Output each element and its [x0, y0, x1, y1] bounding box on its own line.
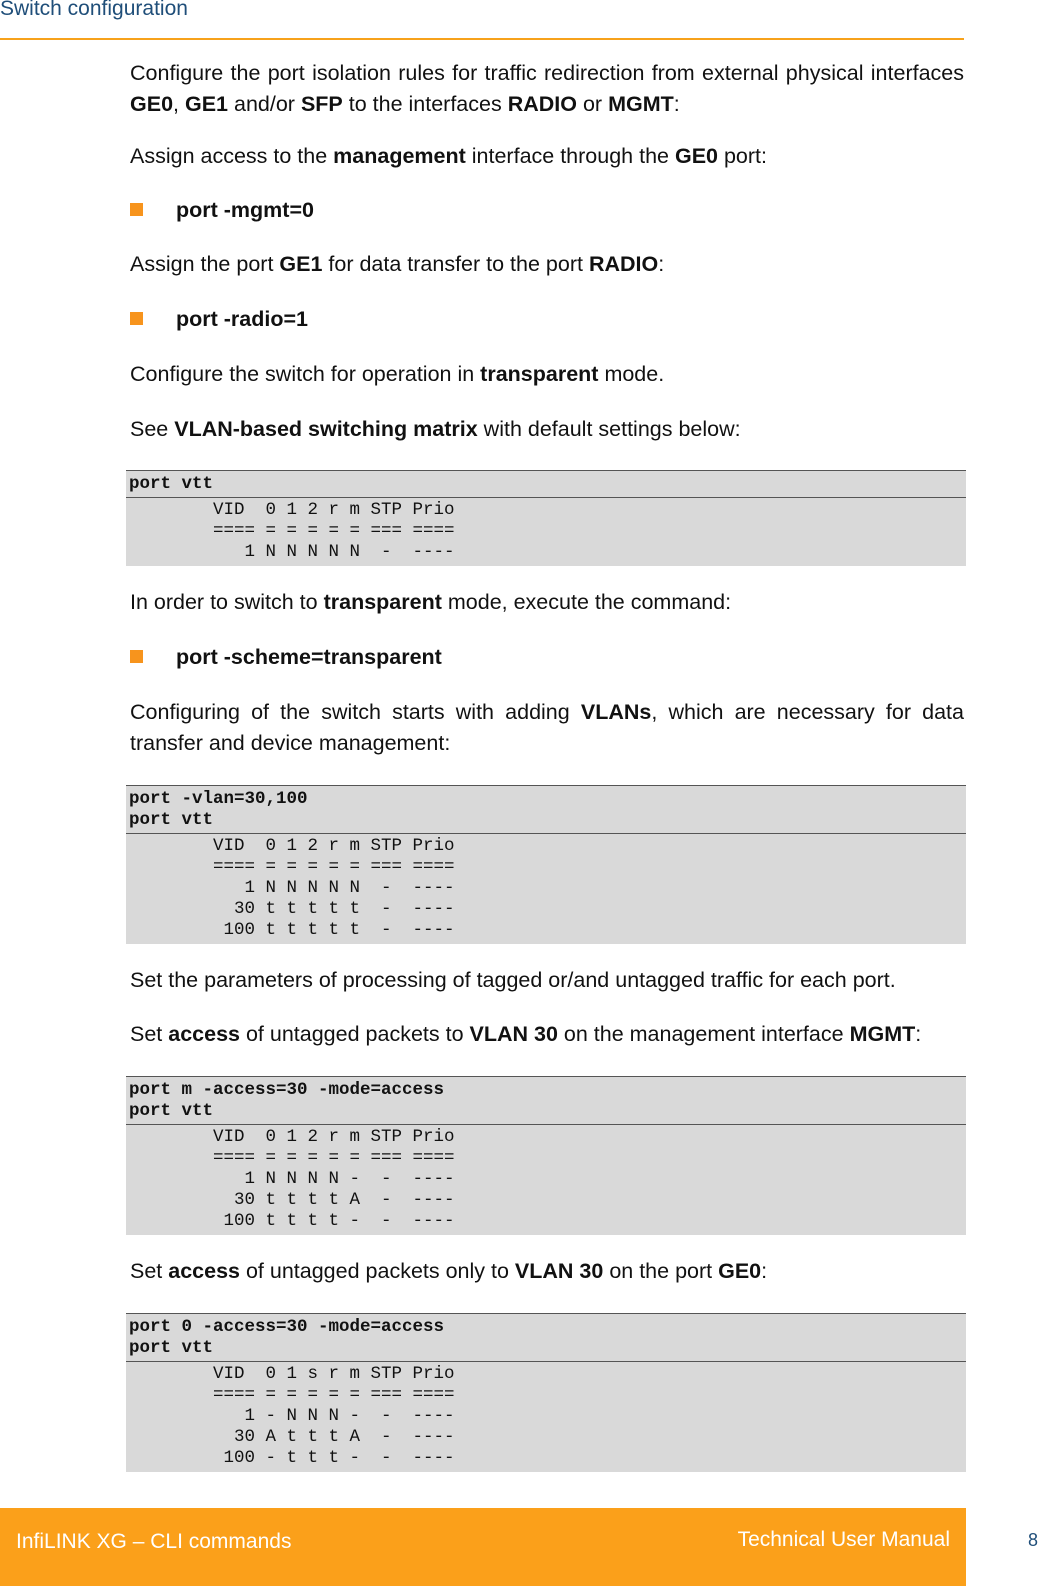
- footer-manual-title: Technical User Manual: [737, 1528, 950, 1551]
- code-output: [126, 498, 966, 566]
- code-output-line: ==== = = = = = === ====: [129, 857, 455, 877]
- paragraph-radio-port: Assign the port GE1 for data transfer to the port RADIO:: [130, 252, 665, 276]
- paragraph-adding-vlans: Configuring of the switch starts with adding VLANs, which are necessary for data transfer and device management:: [130, 700, 964, 755]
- header-title: Switch configuration: [0, 0, 188, 20]
- footer-bar: [0, 1508, 966, 1586]
- orange-square-bullet-icon: [130, 312, 143, 325]
- code-output: [126, 834, 966, 944]
- code-command-line: port -vlan=30,100: [129, 789, 308, 809]
- code-output-line: 100 t t t t - - ----: [129, 1211, 455, 1231]
- code-output-line: ==== = = = = = === ====: [129, 1385, 455, 1405]
- bullet-command-radio: port -radio=1: [130, 304, 964, 335]
- code-command-line: port m -access=30 -mode=access: [129, 1080, 445, 1100]
- code-block-add-vlans: [126, 785, 966, 944]
- code-output-line: 1 N N N N - - ----: [129, 1169, 455, 1189]
- paragraph-access-mgmt: Set access of untagged packets to VLAN 30 on the management interface MGMT:: [130, 1022, 922, 1046]
- page-number: 8: [1028, 1530, 1039, 1550]
- footer-product-name: InfiLINK XG – CLI commands: [16, 1530, 292, 1553]
- paragraph-switch-transparent: In order to switch to transparent mode, execute the command:: [130, 590, 732, 614]
- header-divider: [0, 38, 964, 40]
- code-output-line: 30 A t t t A - ----: [129, 1427, 455, 1447]
- code-commands: [126, 786, 966, 834]
- code-output-line: 1 N N N N N - ----: [129, 542, 455, 562]
- bullet-command-mgmt: port -mgmt=0: [130, 195, 964, 226]
- paragraph-tagged-untagged: Set the parameters of processing of tagged or/and untagged traffic for each port.: [130, 968, 896, 992]
- code-block-access-ge0: [126, 1313, 966, 1472]
- code-output-line: VID 0 1 2 r m STP Prio: [129, 1127, 455, 1147]
- code-command-line: port vtt: [129, 1338, 214, 1358]
- code-output: [126, 1362, 966, 1472]
- bullet-command-scheme: port -scheme=transparent: [130, 642, 964, 673]
- code-output-line: VID 0 1 2 r m STP Prio: [129, 836, 455, 856]
- paragraph-management-access: Assign access to the management interface through the GE0 port:: [130, 144, 767, 168]
- code-commands: [126, 1077, 966, 1125]
- code-command-line: port vtt: [129, 474, 214, 494]
- code-output-line: 30 t t t t t - ----: [129, 899, 455, 919]
- paragraph-vlan-matrix: See VLAN-based switching matrix with default settings below:: [130, 417, 741, 441]
- code-output-line: 30 t t t t A - ----: [129, 1190, 455, 1210]
- code-output-line: ==== = = = = = === ====: [129, 1148, 455, 1168]
- code-output: [126, 1125, 966, 1235]
- code-output-line: 100 t t t t t - ----: [129, 920, 455, 940]
- paragraph-transparent-mode: Configure the switch for operation in transparent mode.: [130, 362, 665, 386]
- code-block-access-mgmt: [126, 1076, 966, 1235]
- code-commands: [126, 471, 966, 498]
- code-block-port-vtt: [126, 470, 966, 566]
- code-output-line: ==== = = = = = === ====: [129, 521, 455, 541]
- code-output-line: 1 N N N N N - ----: [129, 878, 455, 898]
- paragraph-access-ge0: Set access of untagged packets only to VLAN 30 on the port GE0:: [130, 1259, 768, 1283]
- document-body: [130, 58, 964, 1472]
- code-output-line: VID 0 1 s r m STP Prio: [129, 1364, 455, 1384]
- code-command-line: port vtt: [129, 1101, 214, 1121]
- code-commands: [126, 1314, 966, 1362]
- paragraph-port-isolation: Configure the port isolation rules for traffic redirection from external physical interfaces GE0, GE1 and/or SFP to the interfaces RADIO or MGMT:: [130, 61, 964, 116]
- code-output-line: VID 0 1 2 r m STP Prio: [129, 500, 455, 520]
- code-command-line: port 0 -access=30 -mode=access: [129, 1317, 445, 1337]
- code-command-line: port vtt: [129, 810, 214, 830]
- orange-square-bullet-icon: [130, 203, 143, 216]
- code-output-line: 1 - N N N - - ----: [129, 1406, 455, 1426]
- code-output-line: 100 - t t t - - ----: [129, 1448, 455, 1468]
- orange-square-bullet-icon: [130, 650, 143, 663]
